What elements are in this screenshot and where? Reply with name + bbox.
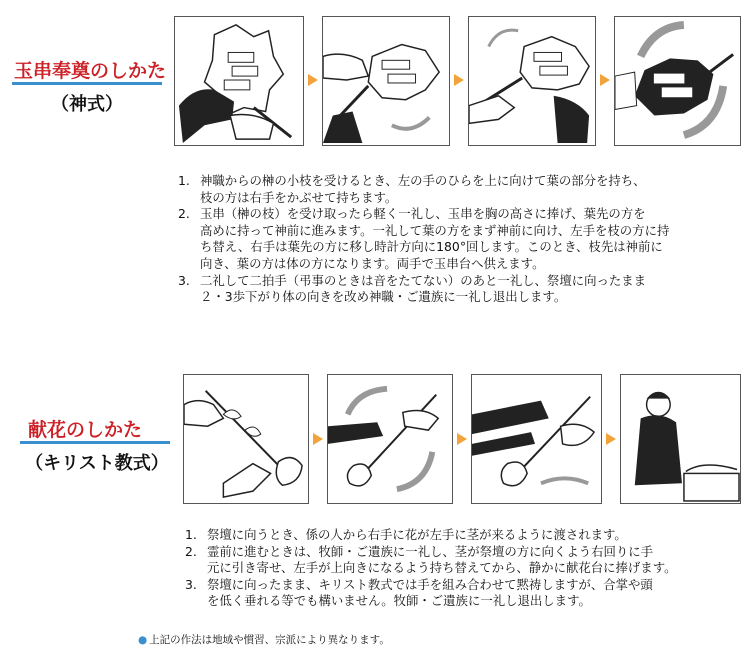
step-illustration-6 [327, 374, 453, 504]
step-item [178, 206, 738, 272]
title-underline [12, 82, 162, 85]
step-number: 2. [185, 543, 197, 559]
step-number: 3. [178, 272, 190, 288]
branch-turning-illustration [323, 17, 449, 145]
tamagushi-steps [178, 173, 738, 306]
step-illustration-7 [471, 374, 602, 504]
section-subtitle-shinto: （神式） [51, 94, 123, 115]
section-title-tamagushi: 玉串奉奠のしかた [14, 60, 167, 82]
step-arrow [457, 433, 467, 445]
step-line: 祭壇に向うとき、係の人から右手に花が左手に茎が来るように渡されます。 [207, 527, 627, 542]
step-number: 1. [185, 527, 197, 542]
bullet-icon: ● [138, 634, 148, 646]
hands-holding-branch-illustration [175, 17, 303, 145]
step-item [185, 527, 745, 544]
step-illustration-3 [468, 16, 596, 146]
title-underline [20, 441, 170, 444]
section-title-kenka: 献花のしかた [28, 419, 143, 441]
step-arrow [600, 74, 610, 86]
step-item [185, 544, 745, 577]
kenka-steps [185, 527, 745, 610]
flower-turning-illustration [328, 375, 452, 503]
step-arrow [606, 433, 616, 445]
step-item [185, 577, 745, 610]
step-line: 玉串（榊の枝）を受け取ったら軽く一礼し、玉串を胸の高さに捧げ、葉先の方を [200, 206, 646, 222]
step-arrow [308, 74, 318, 86]
step-line: 祭壇に向ったまま、キリスト教式では手を組み合わせて黙祷しますが、合掌や頭 [207, 576, 653, 592]
step-illustration-5 [183, 374, 309, 504]
footnote [138, 632, 390, 647]
step-line: 元に引き寄せ、左手が上向きになるよう持ち替えてから、静かに献花台に捧げます。 [207, 560, 677, 576]
step-arrow [313, 433, 323, 445]
step-number: 2. [178, 206, 190, 222]
step-line: ２・3歩下がり体の向きを改め神職・ご遺族に一礼し退出します。 [200, 289, 567, 305]
step-illustration-1 [174, 16, 304, 146]
step-line: 霊前に進むときは、牧師・ご遺族に一礼し、茎が祭壇の方に向くよう右回りに手 [207, 543, 654, 559]
hands-receiving-flower-illustration [184, 375, 308, 503]
step-arrow [454, 74, 464, 86]
flower-offering-illustration [472, 375, 601, 503]
step-line: 高めに持って神前に進みます。一礼して葉の方をまず神前に向け、左手を枝の方に持 [200, 222, 670, 238]
step-item [178, 273, 738, 306]
step-illustration-4 [614, 16, 741, 146]
step-number: 3. [185, 576, 197, 592]
step-line: 向き、葉の方は体の方になります。両手で玉串台へ供えます。 [200, 255, 545, 271]
step-illustration-2 [322, 16, 450, 146]
step-line: 神職からの榊の小枝を受けるとき、左の手のひらを上に向けて葉の部分を持ち、 [200, 173, 646, 188]
branch-handoff-illustration [469, 17, 595, 145]
step-item [178, 173, 738, 206]
step-illustration-8 [620, 374, 741, 504]
branch-rotated-offering-illustration [615, 17, 740, 145]
step-line: を低く垂れる等でも構いません。牧師・ご遺族に一礼し退出します。 [207, 593, 591, 609]
step-line: ち替え、右手は葉先の方に移し時計方向に180°回します。このとき、枝先は神前に [200, 239, 663, 255]
person-bowing-illustration [621, 375, 740, 503]
step-number: 1. [178, 173, 190, 188]
section-subtitle-christian: （キリスト教式） [25, 453, 169, 474]
step-line: 二礼して二拍手（弔事のときは音をたてない）のあと一礼し、祭壇に向ったまま [200, 272, 647, 288]
footnote-text: 上記の作法は地域や慣習、宗派により異なります。 [149, 634, 390, 646]
step-line: 枝の方は右手をかぶせて持ちます。 [200, 189, 398, 205]
